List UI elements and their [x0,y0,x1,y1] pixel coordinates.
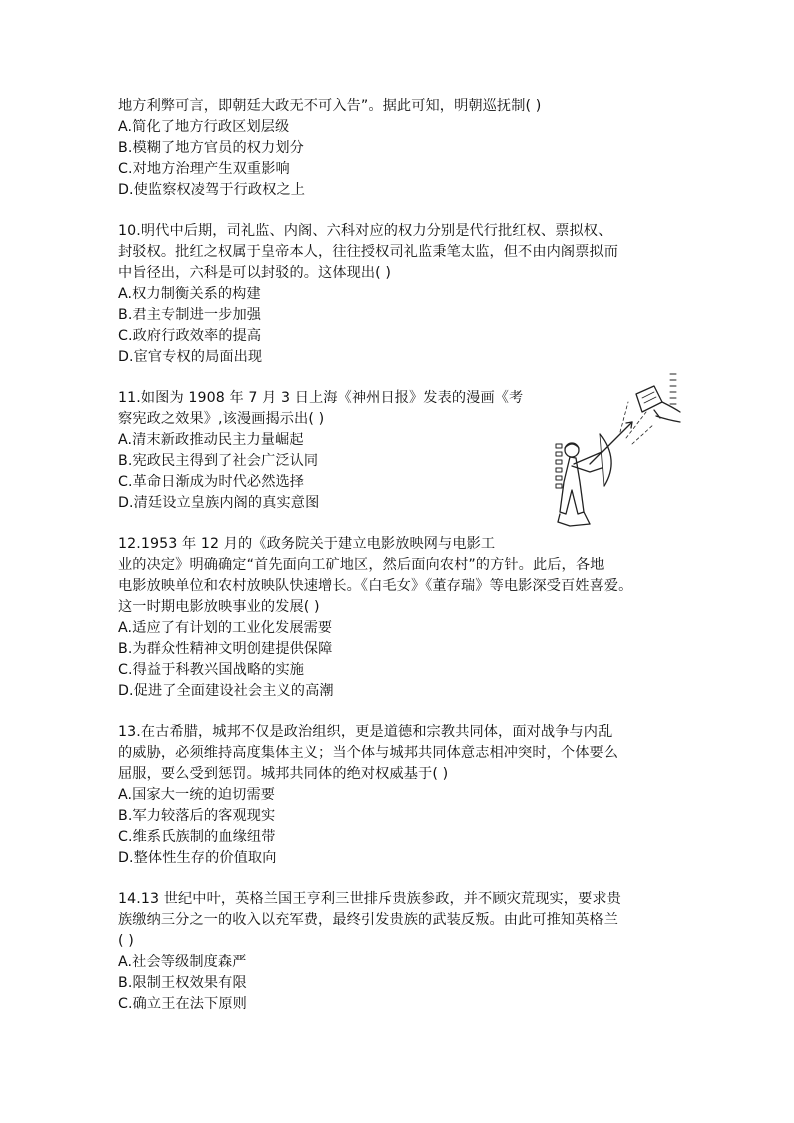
q11-option-a: A.清末新政推动民主力量崛起 [118,432,304,448]
q12-option-d: D.促进了全面建设社会主义的高潮 [118,683,334,699]
q11-option-d: D.清廷设立皇族内阁的真实意图 [118,495,320,511]
q14-option-a: A.社会等级制度森严 [118,954,247,970]
q12-stem-line-4: 这一时期电影放映事业的发展( ) [118,599,320,615]
q10-option-a: A.权力制衡关系的构建 [118,286,261,302]
q9-option-a: A.简化了地方行政区划层级 [118,119,290,135]
q10-stem-line-3: 中旨径出，六科是可以封驳的。这体现出( ) [118,265,392,281]
cartoon-illustration [550,372,682,536]
q12-option-a: A.适应了有计划的工业化发展需要 [118,620,333,636]
q11-option-b: B.宪政民主得到了社会广泛认同 [118,453,319,469]
q11-stem-line-2: 察宪政之效果》,该漫画揭示出( ) [118,411,325,427]
q9-option-c: C.对地方治理产生双重影响 [118,161,290,177]
q13-stem-line-3: 屈服，要么受到惩罚。城邦共同体的绝对权威基于( ) [118,766,449,782]
q9-option-d: D.使监察权凌驾于行政权之上 [118,182,306,198]
q14-option-c: C.确立王在法下原则 [118,996,247,1012]
q11-option-c: C.革命日渐成为时代必然选择 [118,474,305,490]
q14-stem-line-2: 族缴纳三分之一的收入以充军费，最终引发贵族的武装反叛。由此可推知英格兰 [118,912,619,928]
q12-option-c: C.得益于科教兴国战略的实施 [118,662,305,678]
q12-stem-line-2: 业的决定》明确确定“首先面向工矿地区，然后面向农村”的方针。此后，各地 [118,557,605,573]
q10-option-c: C.政府行政效率的提高 [118,328,262,344]
q12-stem-line-1: 12.1953 年 12 月的《政务院关于建立电影放映网与电影工 [118,536,496,552]
q9-stem-end: 地方利弊可言，即朝廷大政无不可入告”。据此可知，明朝巡抚制( ) [118,98,542,114]
cartoon-caption-left [556,444,562,488]
q9-option-b: B.模糊了地方官员的权力划分 [118,140,304,156]
q10-option-b: B.君主专制进一步加强 [118,307,262,323]
q13-option-c: C.维系氏族制的血缘纽带 [118,829,276,845]
q13-option-d: D.整体性生存的价值取向 [118,850,277,866]
q14-option-b: B.限制王权效果有限 [118,975,247,991]
cartoon-caption-right [670,374,676,404]
q13-stem-line-2: 的威胁，必须维持高度集体主义；当个体与城邦共同体意志相冲突时，个体要么 [118,745,619,761]
q12-stem-line-3: 电影放映单位和农村放映队快速增长。《白毛女》《董存瑞》等电影深受百姓喜爱。 [118,578,633,594]
q10-stem-line-1: 10.明代中后期，司礼监、内阁、六科对应的权力分别是代行批红权、票拟权、 [118,223,613,239]
q14-stem-line-3: ( ) [118,933,134,949]
q11-stem-line-1: 11.如图为 1908 年 7 月 3 日上海《神州日报》发表的漫画《考 [118,390,524,406]
q10-option-d: D.宦官专权的局面出现 [118,349,263,365]
q13-option-a: A.国家大一统的迫切需要 [118,787,276,803]
q13-option-b: B.军力较落后的客观现实 [118,808,276,824]
q12-option-b: B.为群众性精神文明创建提供保障 [118,641,333,657]
q13-stem-line-1: 13.在古希腊，城邦不仅是政治组织，更是道德和宗教共同体，面对战争与内乱 [118,724,613,740]
q14-stem-line-1: 14.13 世纪中叶，英格兰国王亨利三世排斥贵族参政，并不顾灾荒现实，要求贵 [118,891,621,907]
q10-stem-line-2: 封驳权。批红之权属于皇帝本人，往往授权司礼监秉笔太监，但不由内阁票拟而 [118,244,619,260]
